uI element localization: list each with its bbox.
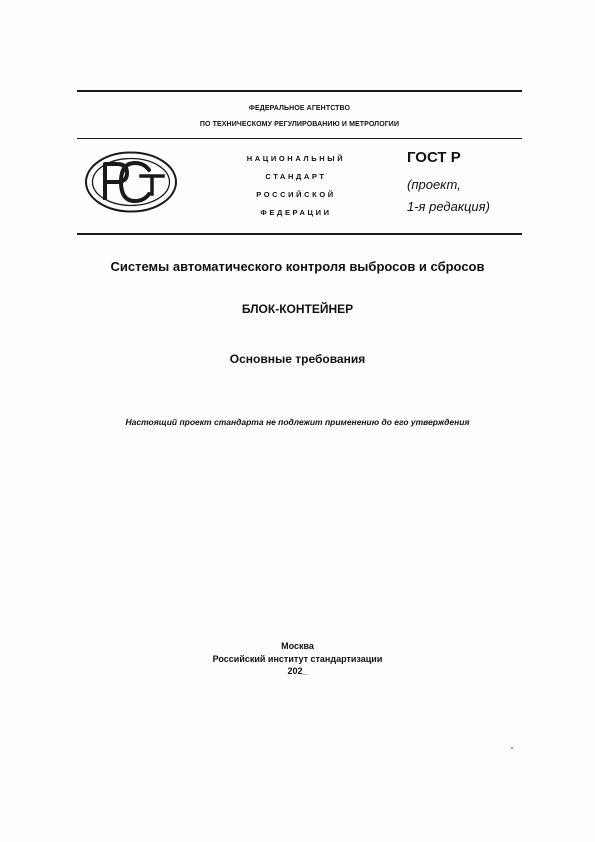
top-rule xyxy=(77,90,522,92)
standard-type-line-4: ФЕДЕРАЦИИ xyxy=(260,208,332,217)
standard-type-block xyxy=(222,150,370,222)
standard-type-line-1: НАЦИОНАЛЬНЫЙ xyxy=(246,154,346,163)
gost-draft-note xyxy=(407,174,490,218)
rst-certification-mark-icon xyxy=(83,150,179,214)
gost-note-line-1: (проект, xyxy=(407,177,461,192)
standard-type-line-3: РОССИЙСКОЙ xyxy=(256,190,336,199)
document-title: Системы автоматического контроля выбросов и сбросов xyxy=(110,259,485,274)
scan-speck xyxy=(511,747,513,749)
header-bottom-rule xyxy=(77,233,522,235)
document-section: Основные требования xyxy=(229,352,366,366)
draft-disclaimer: Настоящий проект стандарта не подлежит применению до его утверждения xyxy=(125,417,470,427)
publication-year: 202_ xyxy=(287,666,308,676)
publisher-name: Российский институт стандартизации xyxy=(212,653,383,664)
publication-info xyxy=(0,640,595,678)
agency-line-2: ПО ТЕХНИЧЕСКОМУ РЕГУЛИРОВАНИЮ И МЕТРОЛОГИИ xyxy=(199,121,400,128)
agency-header xyxy=(77,101,522,133)
agency-line-1: ФЕДЕРАЛЬНОЕ АГЕНТСТВО xyxy=(248,105,351,112)
header-divider xyxy=(77,138,522,139)
standard-type-line-2: СТАНДАРТ xyxy=(265,172,327,181)
document-subtitle: БЛОК-КОНТЕЙНЕР xyxy=(241,302,354,316)
publication-city: Москва xyxy=(281,641,314,651)
gost-note-line-2: 1-я редакция) xyxy=(407,199,490,214)
gost-designation: ГОСТ Р xyxy=(407,149,461,166)
